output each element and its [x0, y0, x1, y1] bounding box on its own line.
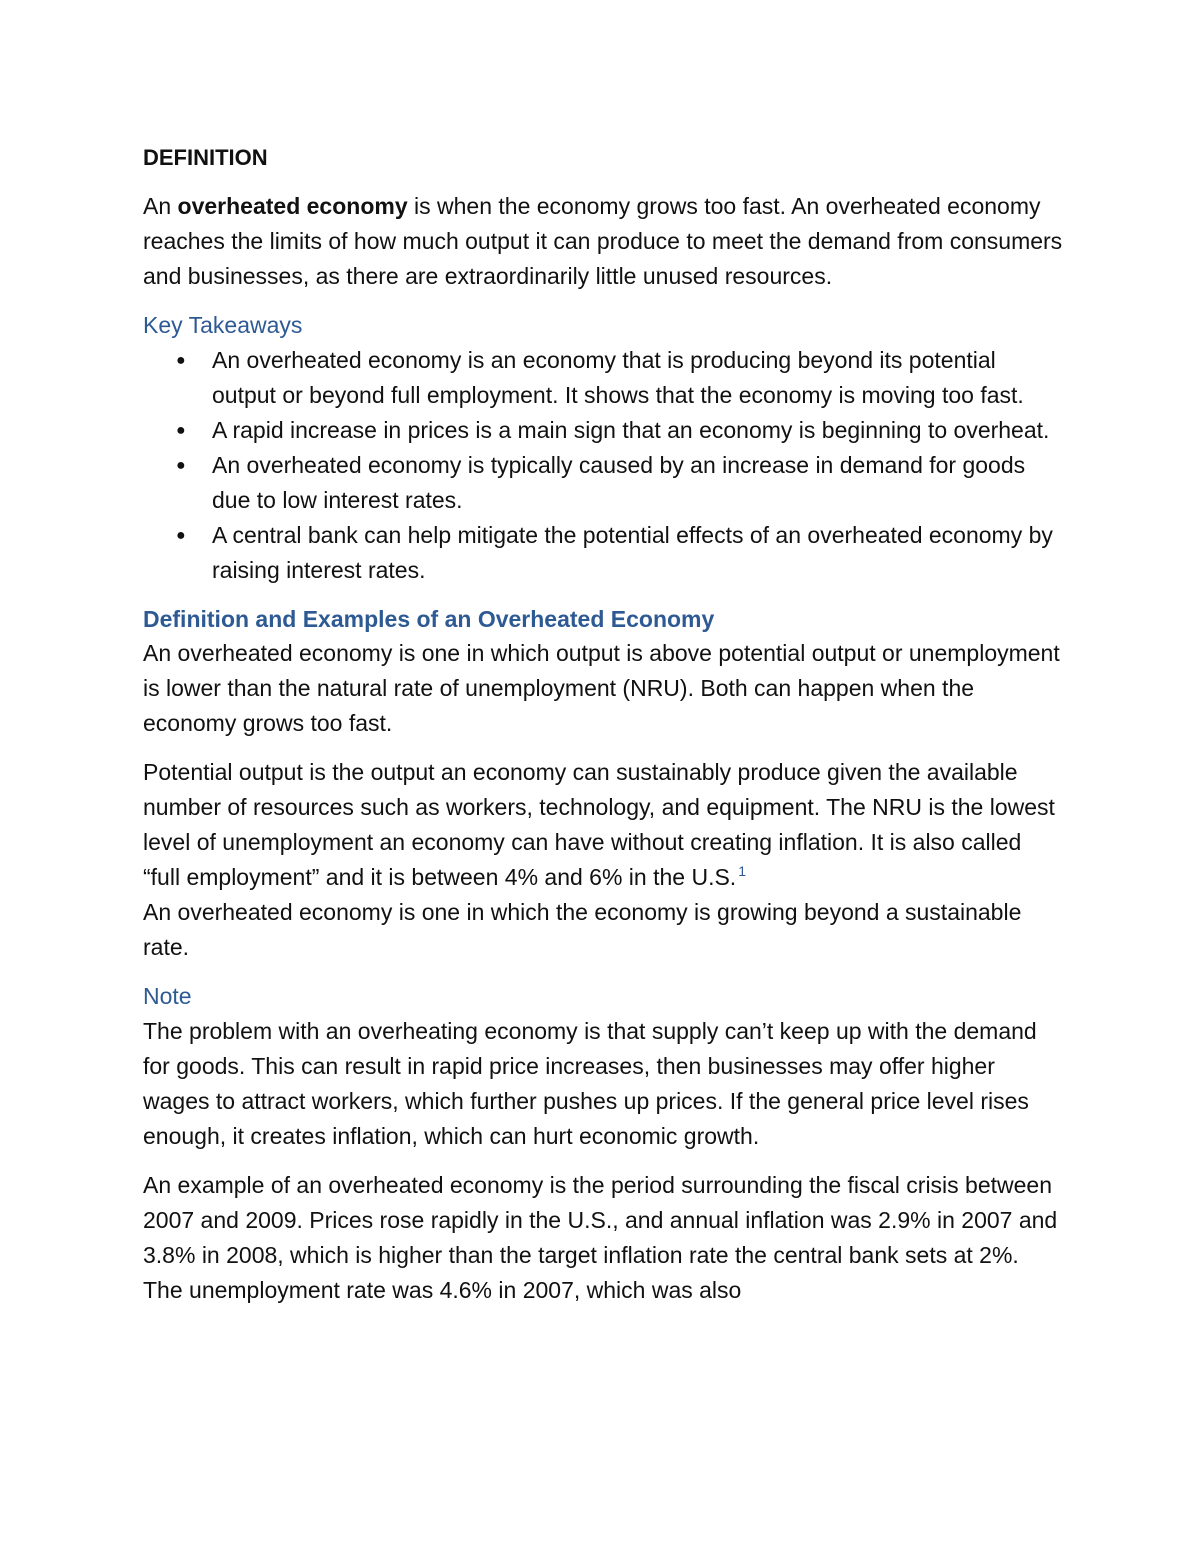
definition-term: overheated economy: [177, 193, 408, 219]
bullet-dot-icon: ●: [176, 352, 186, 369]
key-takeaways-heading: Key Takeaways: [143, 312, 303, 338]
bullet-dot-icon: ●: [176, 527, 186, 544]
list-item-text: A central bank can help mitigate the potential effects of an overheated economy by raising interest rates.: [212, 522, 1053, 583]
list-item: [176, 343, 1063, 413]
examples-paragraph-2-tail: An overheated economy is one in which the economy is growing beyond a sustainable rate.: [143, 899, 1022, 960]
examples-paragraph-2-main: Potential output is the output an economy can sustainably produce given the available number of resources such as workers, technology, and equipment. The NRU is the lowest level of unemployment an economy can have without creating inflation. It is also called “full employment” and it is between 4% and 6% in the U.S.: [143, 759, 1055, 890]
example-paragraph: An example of an overheated economy is the period surrounding the fiscal crisis between 2007 and 2009. Prices rose rapidly in the U.S., and annual inflation was 2.9% in 2007 and 3.8% in 2008, which is higher than the target inflation rate the central bank sets at 2%. The unemployment rate was 4.6% in 2007, which was also: [143, 1172, 1058, 1303]
definition-intro-rest: is when the economy grows too fast. An overheated economy reaches the limits of how much output it can produce to meet the demand from consumers and businesses, as there are extraordinarily little unused resources.: [143, 193, 1063, 289]
examples-paragraph-2: [143, 755, 1063, 965]
bullet-dot-icon: ●: [176, 422, 186, 439]
definition-heading: DEFINITION: [143, 145, 268, 170]
list-item: [176, 448, 1063, 518]
note-paragraph: The problem with an overheating economy is that supply can’t keep up with the demand for goods. This can result in rapid price increases, then businesses may offer higher wages to attract workers, which further pushes up prices. If the general price level rises enough, it creates inflation, which can hurt economic growth.: [143, 1018, 1037, 1149]
bullet-dot-icon: ●: [176, 457, 186, 474]
list-item: [176, 413, 1063, 448]
note-heading: Note: [143, 983, 192, 1009]
footnote-reference-link[interactable]: 1: [738, 863, 746, 880]
list-item-text: A rapid increase in prices is a main sign that an economy is beginning to overheat.: [212, 417, 1050, 443]
document-page: [143, 140, 1063, 1322]
definition-intro-prefix: An: [143, 193, 178, 219]
examples-section-heading: Definition and Examples of an Overheated Economy: [143, 606, 715, 632]
examples-paragraph-1: An overheated economy is one in which output is above potential output or unemployment is lower than the natural rate of unemployment (NRU). Both can happen when the economy grows too fast.: [143, 640, 1060, 736]
definition-paragraph: [143, 189, 1063, 294]
list-item-text: An overheated economy is typically caused by an increase in demand for goods due to low interest rates.: [212, 452, 1026, 513]
list-item-text: An overheated economy is an economy that is producing beyond its potential output or beyond full employment. It shows that the economy is moving too fast.: [212, 347, 1024, 408]
key-takeaways-list: [143, 343, 1063, 588]
list-item: [176, 518, 1063, 588]
